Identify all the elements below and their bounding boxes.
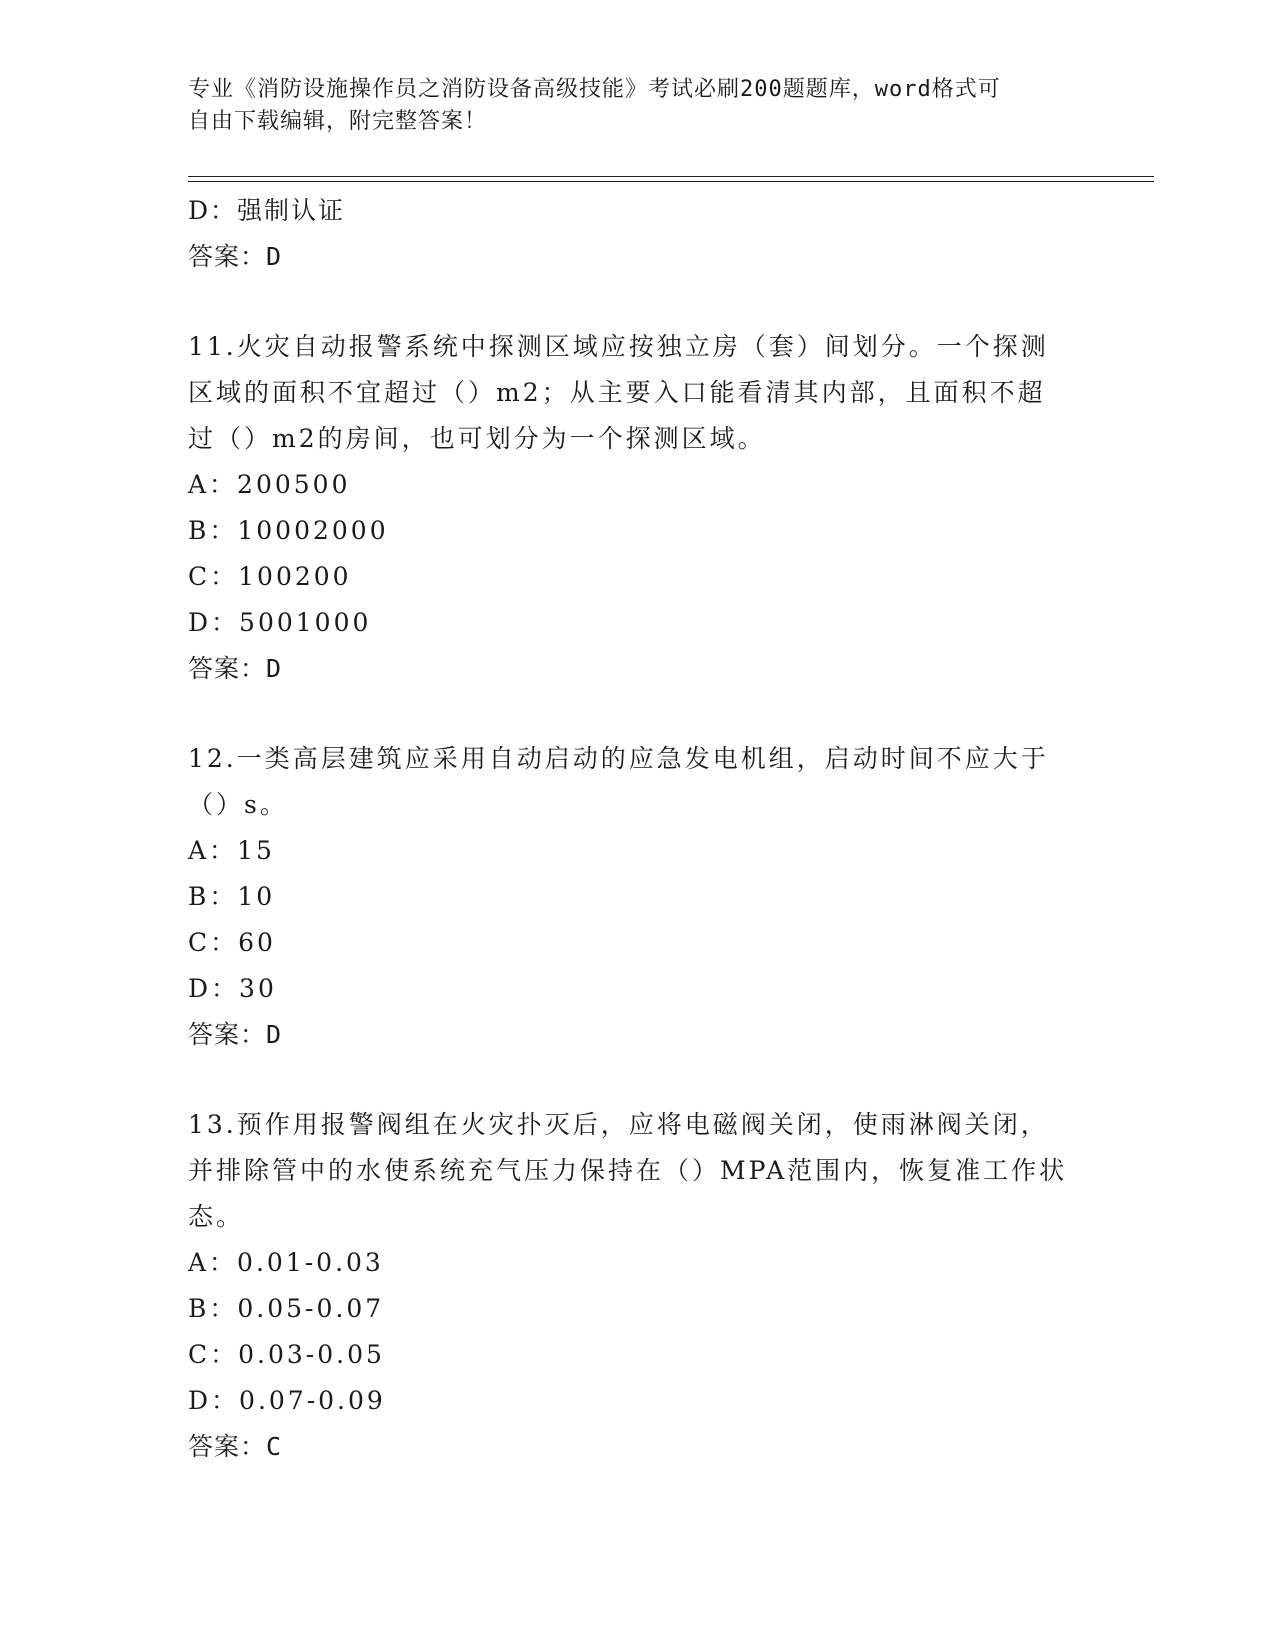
- header-line-2: 自由下载编辑，附完整答案！: [188, 109, 488, 134]
- question-12-text-line: （）s。: [188, 790, 288, 819]
- question-13-text-line: 态。: [188, 1202, 245, 1231]
- header-line-1: 专业《消防设施操作员之消防设备高级技能》考试必刷200题题库，word格式可: [188, 77, 1001, 102]
- question-11-option-a: A：200500: [188, 470, 351, 499]
- question-11-text-line: 过（）m2的房间，也可划分为一个探测区域。: [188, 424, 766, 453]
- question-12-text-line: 12.一类高层建筑应采用自动启动的应急发电机组，启动时间不应大于: [188, 744, 1049, 773]
- question-11-option-c: C：100200: [188, 562, 352, 591]
- header-divider-top: [188, 176, 1154, 177]
- question-13-answer: 答案：C: [188, 1432, 283, 1461]
- question-12-option-b: B：10: [188, 882, 276, 911]
- question-13-option-b: B：0.05-0.07: [188, 1294, 385, 1323]
- question-11-text-line: 11.火灾自动报警系统中探测区域应按独立房（套）间划分。一个探测: [188, 332, 1049, 361]
- question-11-option-b: B：10002000: [188, 516, 389, 545]
- question-11-answer: 答案：D: [188, 654, 283, 683]
- question-12-option-d: D：30: [188, 974, 277, 1003]
- question-12-answer: 答案：D: [188, 1020, 283, 1049]
- question-11-option-d: D：5001000: [188, 608, 372, 637]
- question-11-text-line: 区域的面积不宜超过（）m2；从主要入口能看清其内部，且面积不超: [188, 378, 1046, 407]
- question-13-option-d: D：0.07-0.09: [188, 1386, 386, 1415]
- question-12-option-a: A：15: [188, 836, 275, 865]
- prev-option-d: D：强制认证: [188, 196, 346, 225]
- prev-answer: 答案：D: [188, 242, 283, 271]
- question-13: [188, 1102, 1088, 1470]
- question-13-option-a: A：0.01-0.03: [188, 1248, 384, 1277]
- header-divider-bottom: [188, 181, 1154, 182]
- page-header: [188, 74, 1068, 138]
- question-13-text-line: 13.预作用报警阀组在火灾扑灭后，应将电磁阀关闭，使雨淋阀关闭，: [188, 1110, 1049, 1139]
- question-13-option-c: C：0.03-0.05: [188, 1340, 385, 1369]
- question-12-option-c: C：60: [188, 928, 276, 957]
- question-11: [188, 324, 1088, 692]
- question-13-text-line: 并排除管中的水使系统充气压力保持在（）MPA范围内，恢复准工作状: [188, 1156, 1068, 1185]
- question-12: [188, 736, 1088, 1058]
- question-list: [188, 188, 1088, 1470]
